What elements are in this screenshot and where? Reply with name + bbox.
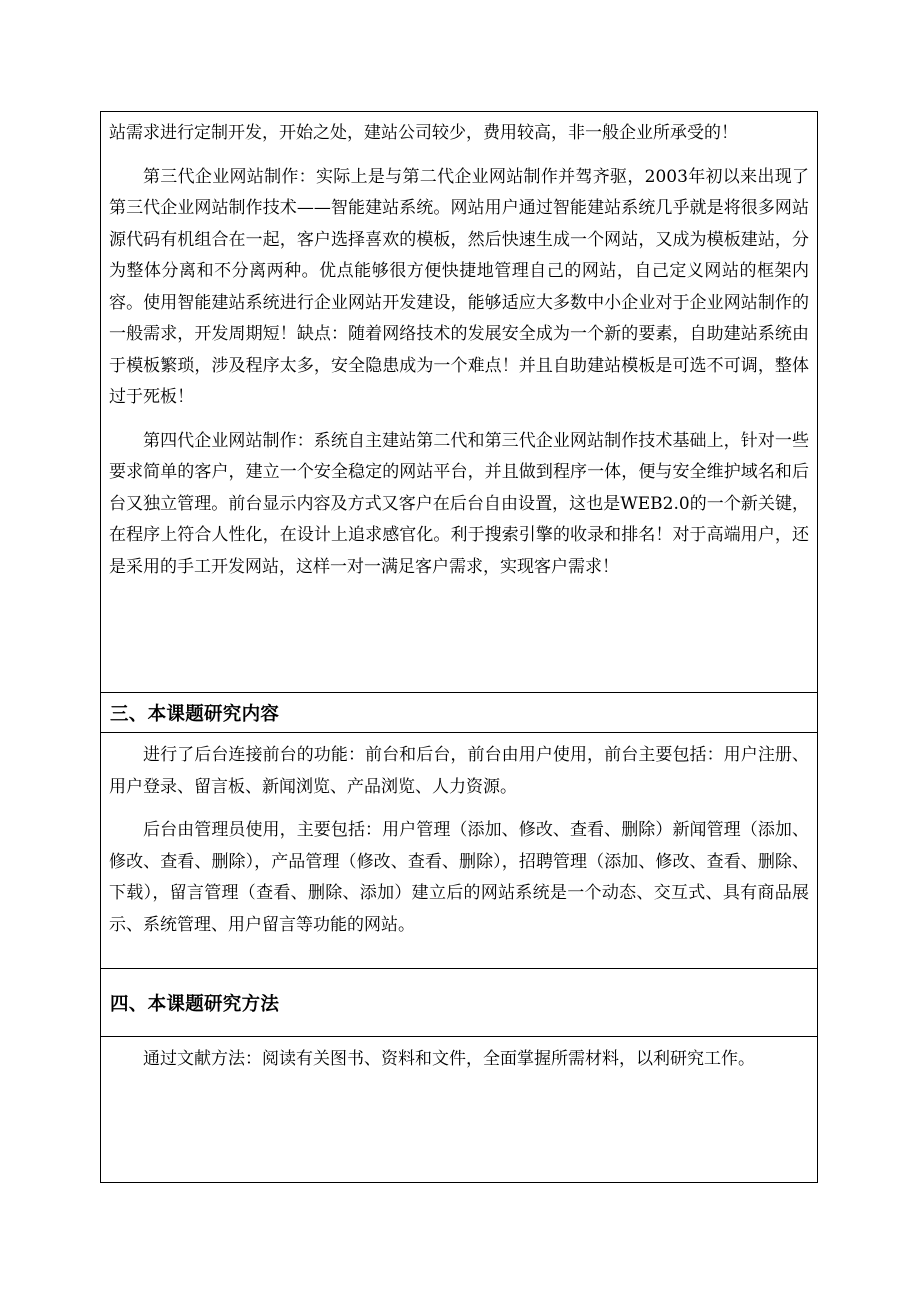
third-generation-paragraph: 第三代企业网站制作：实际上是与第二代企业网站制作并驾齐驱，2003年初以来出现了第三代企业网站制作技术——智能建站系统。网站用户通过智能建站系统几乎就是将很多网站源代码有机组合在一起，客户选择喜欢的模板，然后快速生成一个网站，又成为模板建站，分为整体分离和不分离两种。优点能够很方便快捷地管理自己的网站，自己定义网站的框架内容。使用智能建站系统进行企业网站开发建设，能够适应大多数中小企业对于企业网站制作的一般需求，开发周期短！缺点：随着网络技术的发展安全成为一个新的要素，自助建站系统由于模板繁琐，涉及程序太多，安全隐患成为一个难点！并且自助建站模板是可选不可调，整体过于死板！	[109, 166, 809, 407]
section-4-heading: 四、本课题研究方法	[110, 993, 280, 1015]
section-4-heading-cell	[101, 969, 817, 1037]
section-3-paragraph-2: 后台由管理员使用，主要包括：用户管理（添加、修改、查看、删除）新闻管理（添加、修改、查看、删除），产品管理（修改、查看、删除），招聘管理（添加、修改、查看、删除、下载），留言管理（查看、删除、添加）建立后的网站系统是一个动态、交互式、具有商品展示、系统管理、用户留言等功能的网站。	[109, 820, 809, 935]
section-4-paragraph-1: 通过文献方法：阅读有关图书、资料和文件，全面掌握所需材料，以利研究工作。	[143, 1049, 755, 1069]
section-3-content-cell	[101, 733, 817, 969]
continuation-paragraph: 站需求进行定制开发，开始之处，建站公司较少，费用较高，非一般企业所承受的！	[109, 123, 738, 143]
section-3-heading: 三、本课题研究内容	[110, 703, 280, 725]
fourth-generation-paragraph: 第四代企业网站制作：系统自主建站第二代和第三代企业网站制作技术基础上，针对一些要求简单的客户，建立一个安全稳定的网站平台，并且做到程序一体，便与安全维护域名和后台又独立管理。前台显示内容及方式又客户在后台自由设置，这也是WEB2.0的一个新关键，在程序上符合人性化，在设计上追求感官化。利于搜索引擎的收录和排名！对于高端用户，还是采用的手工开发网站，这样一对一满足客户需求，实现客户需求！	[109, 430, 809, 577]
section-3-paragraph-1: 进行了后台连接前台的功能：前台和后台，前台由用户使用，前台主要包括：用户注册、用户登录、留言板、新闻浏览、产品浏览、人力资源。	[109, 745, 809, 797]
section-3-heading-cell	[101, 693, 817, 733]
previous-section-cell	[101, 112, 817, 693]
document-table	[100, 111, 818, 1183]
section-4-content-cell	[101, 1037, 817, 1182]
